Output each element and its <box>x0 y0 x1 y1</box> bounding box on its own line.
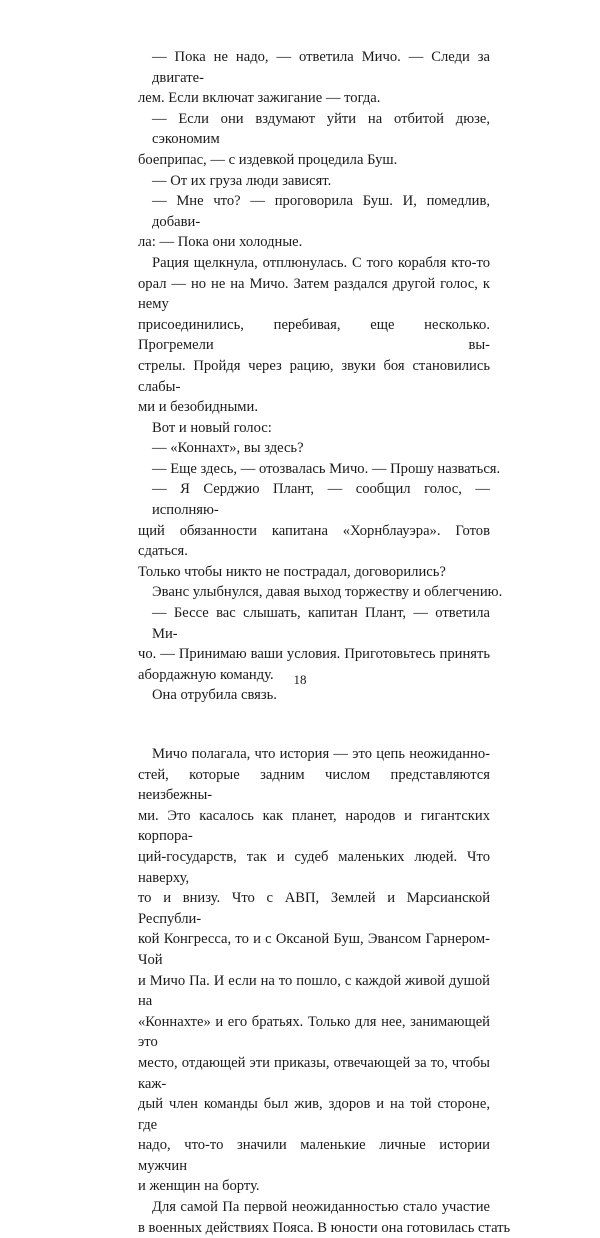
text-line: — «Коннахт», вы здесь? <box>152 440 304 457</box>
text-line: Для самой Па первой неожиданностью стало участие <box>152 1199 490 1216</box>
page-number: 18 <box>293 672 307 687</box>
text-line: стей, которые задним числом представляются неизбежны- <box>138 766 490 804</box>
text-line: стрелы. Пройдя через рацию, звуки боя становились слабы- <box>138 357 490 395</box>
paragraph <box>138 438 490 459</box>
text-line: Вот и новый голос: <box>152 419 272 436</box>
text-line: присоединились, перебивая, еще несколько. Прогремели вы- <box>138 316 490 354</box>
text-line: место, отдающей эти приказы, отвечающей за то, чтобы каж- <box>138 1054 490 1092</box>
text-line: — Если они вздумают уйти на отбитой дюзе, сэкономим <box>152 110 490 148</box>
text-line: боеприпас, — с издевкой процедила Буш. <box>138 151 398 168</box>
paragraph <box>138 479 490 582</box>
text-line: орал — но не на Мичо. Затем раздался другой голос, к нему <box>138 275 490 313</box>
text-line: — Еще здесь, — отозвалась Мичо. — Прошу назваться. <box>152 460 501 477</box>
text-line: чо. — Принимаю ваши условия. Приготовьтесь принять <box>138 646 490 663</box>
paragraph <box>138 109 490 171</box>
paragraph <box>138 459 501 480</box>
text-line: щий обязанности капитана «Хорнблауэра». Готов сдаться. <box>138 522 490 560</box>
paragraph <box>138 47 490 109</box>
text-line: — Пока не надо, — ответила Мичо. — Следи за двигате- <box>152 49 490 86</box>
text-line: — Мне что? — проговорила Буш. И, помедлив, добави- <box>152 193 490 230</box>
text-line: кой Конгресса, то и с Оксаной Буш, Эвансом Гарнером-Чой <box>138 931 490 968</box>
text-line: — Я Серджио Плант, — сообщил голос, — исполняю- <box>152 481 490 519</box>
text-line: абордажную команду. <box>138 666 274 683</box>
page-text <box>138 47 511 1238</box>
paragraph <box>138 418 490 439</box>
paragraph <box>138 582 503 603</box>
paragraph <box>138 744 490 1197</box>
text-line: — От их груза люди зависят. <box>152 172 332 189</box>
text-line: и Мичо Па. И если на то пошло, с каждой живой душой на <box>138 972 490 1010</box>
paragraph <box>138 685 490 706</box>
text-line: Эванс улыбнулся, давая выход торжеству и облегчению. <box>152 584 503 601</box>
section-break <box>138 706 490 744</box>
text-line: и женщин на борту. <box>138 1178 260 1195</box>
text-line: — Бессе вас слышать, капитан Плант, — ответила Ми- <box>152 605 490 642</box>
paragraph <box>138 253 490 418</box>
paragraph <box>138 171 490 192</box>
text-line: надо, что-то значили маленькие личные истории мужчин <box>138 1137 490 1174</box>
text-line: Рация щелкнула, отплюнулась. С того корабля кто-то <box>152 254 490 271</box>
dialogue-block <box>138 47 503 706</box>
text-line: Только чтобы никто не пострадал, договорились? <box>138 563 446 580</box>
text-line: то и внизу. Что с АВП, Землей и Марсианской Республи- <box>138 890 490 927</box>
text-line: ми и безобидными. <box>138 399 258 416</box>
paragraph <box>138 1197 511 1238</box>
text-line: в военных действиях Пояса. В юности она готовилась стать <box>138 1219 511 1236</box>
paragraph <box>138 191 490 253</box>
text-line: ла: — Пока они холодные. <box>138 234 303 251</box>
text-line: ций-государств, так и судеб маленьких людей. Что наверху, <box>138 848 490 886</box>
narrative-block <box>138 744 511 1238</box>
text-line: ми. Это касалось как планет, народов и гигантских корпора- <box>138 807 490 845</box>
text-line: «Коннахте» и его братьях. Только для нее, занимающей это <box>138 1013 490 1051</box>
text-line: Она отрубила связь. <box>152 687 277 704</box>
text-line: лем. Если включат зажигание — тогда. <box>138 90 381 107</box>
text-line: дый член команды был жив, здоров и на той стороне, где <box>138 1096 490 1133</box>
text-line: Мичо полагала, что история — это цепь неожиданно- <box>152 746 490 762</box>
